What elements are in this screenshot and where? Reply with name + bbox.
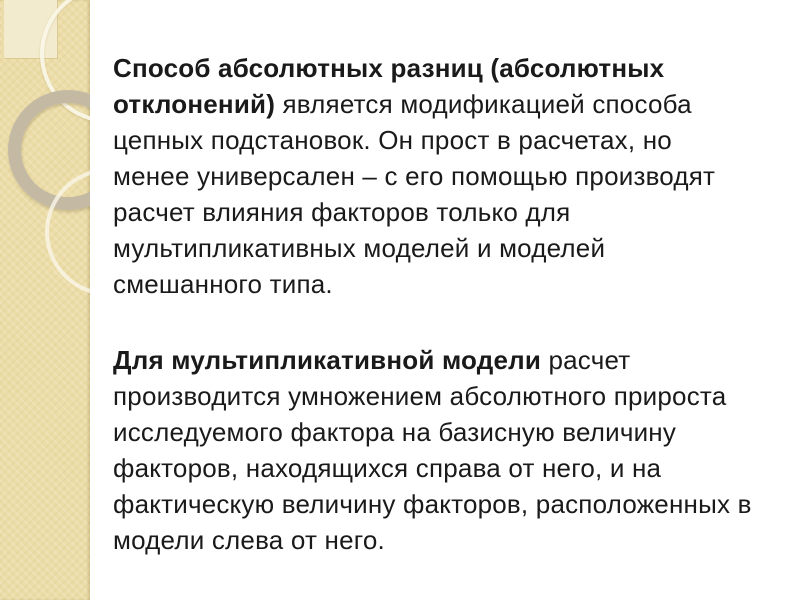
paragraph-2-lead: Для мультипликативной модели	[113, 345, 542, 375]
paragraph-multiplicative-model	[113, 342, 755, 558]
paragraph-absolute-differences	[113, 50, 755, 302]
paragraph-2-body: расчет производится умножением абсолютного прироста исследуемого фактора на базисную величину факторов, находящихся справа от него, и на фактическую величину факторов, расположенных в модели слева от него.	[113, 345, 752, 555]
paragraph-1-lead: Способ абсолютных разниц (абсолютных отклонений)	[113, 53, 665, 119]
slide-body-text	[113, 50, 755, 598]
decorative-sidebar	[0, 0, 90, 600]
paragraph-1-body: является модификацией способа цепных подстановок. Он прост в расчетах, но менее универсален – с его помощью производят расчет влияния факторов только для мультипликативных моделей и моделей смешанного типа.	[113, 89, 716, 299]
